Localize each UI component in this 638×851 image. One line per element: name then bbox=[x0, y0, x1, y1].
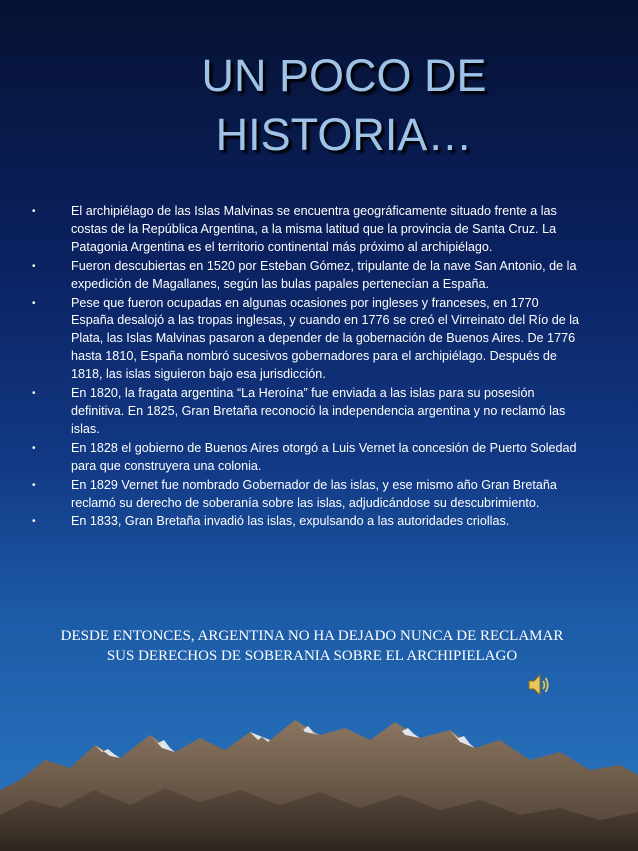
slide-title bbox=[0, 46, 638, 164]
bullet-text: En 1828 el gobierno de Buenos Aires otorgó a Luis Vernet la concesión de Puerto Soledad para que construyera una colonia. bbox=[71, 440, 577, 473]
bullet-text: El archipiélago de las Islas Malvinas se encuentra geográficamente situado frente a las costas de la República Argentina, a la misma latitud que la provincia de Santa Cruz. La Patagonia Argentina es el territorio continental más próximo al archipiélago. bbox=[71, 204, 557, 254]
bullet-text: En 1833, Gran Bretaña invadió las islas, expulsando a las autoridades criollas. bbox=[71, 514, 510, 529]
bullet-dot: • bbox=[32, 260, 36, 272]
bullet-item bbox=[32, 385, 580, 439]
bullet-dot: • bbox=[32, 297, 36, 309]
bullet-item bbox=[32, 258, 580, 294]
bullet-dot: • bbox=[32, 206, 36, 217]
bullet-dot: • bbox=[32, 479, 36, 491]
bullet-item bbox=[32, 513, 580, 531]
bullet-text: En 1820, la fragata argentina “La Heroína” fue enviada a las islas para su posesión definitiva. En 1825, Gran Bretaña reconoció la independencia argentina y no reclamó las islas. bbox=[71, 386, 566, 436]
bullet-item bbox=[32, 203, 580, 257]
bullet-item bbox=[32, 440, 580, 476]
bullet-dot: • bbox=[32, 516, 36, 528]
title-line-1: UN POCO DE bbox=[201, 50, 487, 101]
bullet-item bbox=[32, 477, 580, 513]
closing-statement: DESDE ENTONCES, ARGENTINA NO HA DEJADO NUNCA DE RECLAMAR SUS DERECHOS DE SOBERANIA SOBRE EL ARCHIPIELAGO bbox=[60, 628, 564, 664]
bullet-item bbox=[32, 295, 580, 385]
history-bullet-list bbox=[32, 203, 580, 532]
bullet-dot: • bbox=[32, 442, 36, 454]
bullet-text: En 1829 Vernet fue nombrado Gobernador de las islas, y ese mismo año Gran Bretaña reclamó su derecho de soberanía sobre las islas, adjudicándose su descubrimiento. bbox=[71, 477, 557, 510]
speaker-icon[interactable] bbox=[526, 672, 552, 698]
bullet-text: Fueron descubiertas en 1520 por Esteban Gómez, tripulante de la nave San Antonio, de la expedición de Magallanes, según las bulas papales pertenecían a España. bbox=[71, 258, 577, 291]
bullet-dot: • bbox=[32, 388, 36, 400]
bullet-text: Pese que fueron ocupadas en algunas ocasiones por ingleses y franceses, en 1770 España desalojó a las tropas inglesas, y cuando en 1776 se creó el Virreinato del Río de la Plata, las Islas Malvinas pasaron a depender de la gobernación de Buenos Aires. De 1776 hasta 1810, España nombró sucesivos gobernadores para el archipiélago. Después de 1818, las islas siguieron bajo esa jurisdicción. bbox=[71, 295, 580, 382]
title-line-2: HISTORIA… bbox=[215, 109, 473, 160]
